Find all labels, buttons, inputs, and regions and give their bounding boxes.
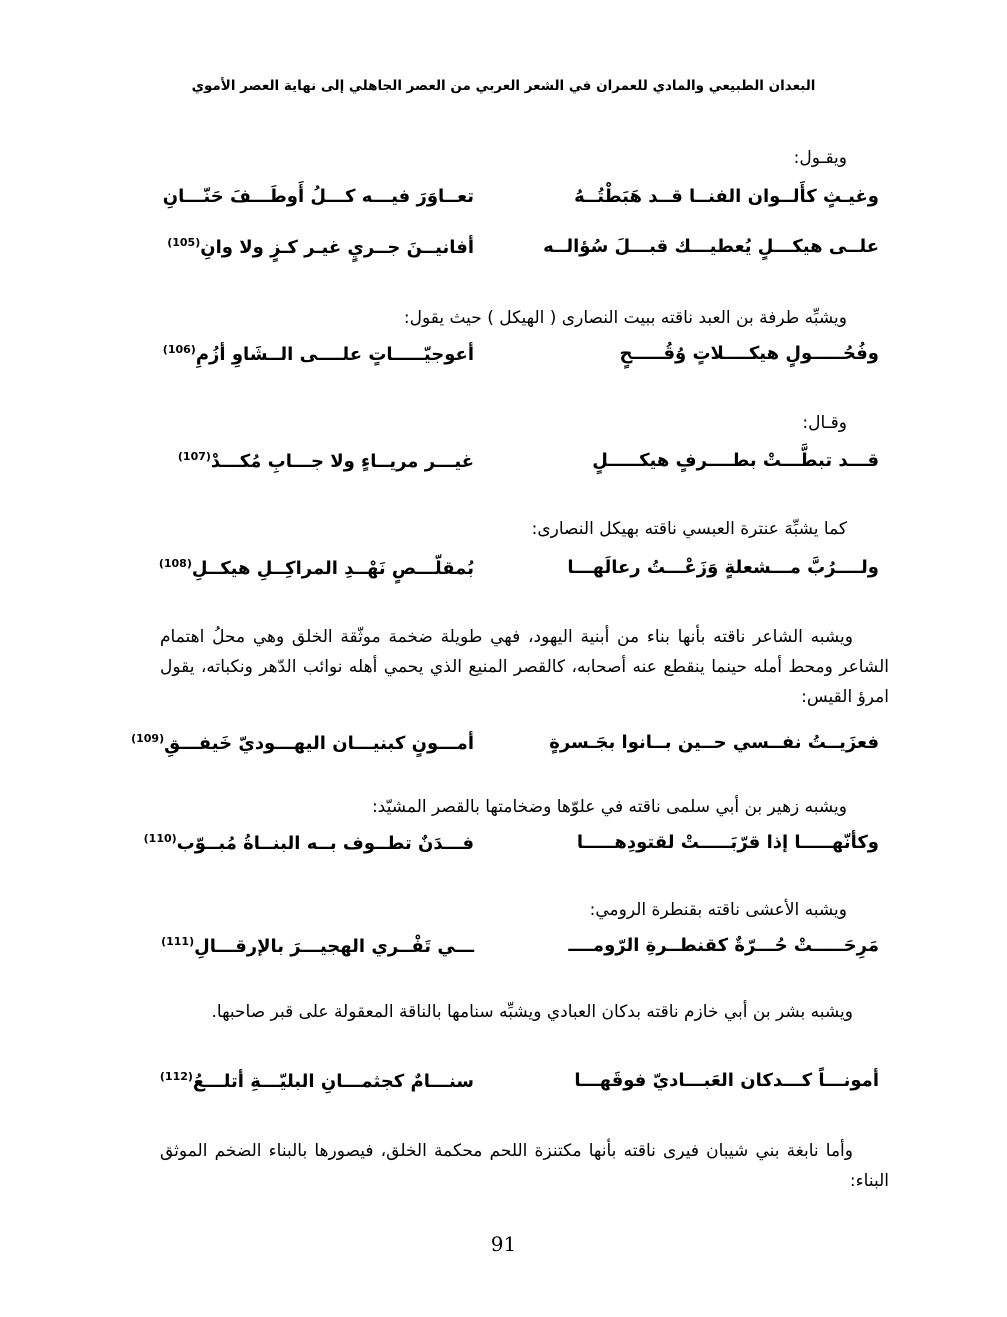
verse-line: [150, 343, 879, 373]
verse-second-hemistich: أعوجيّـــــاتٍ علــــى الــشَاوِ أزُمِ$^{(106)}$: [162, 343, 474, 365]
verse-line: [150, 557, 879, 587]
verse-first-hemistich: وفُحُـــــولٍ هيكــــلاتٍ وُقُـــــحٍ: [619, 343, 879, 364]
footnote-ref: (106): [162, 343, 196, 356]
footnote-ref: (111): [161, 935, 195, 948]
verse-line: [150, 236, 879, 266]
verse-first-hemistich: أمونـــاً كـــدكان العَبـــاديّ فوقَهـــا: [574, 1070, 879, 1091]
prose-paragraph: ويشبه الشاعر ناقته بأنها بناء من أبنية اليهود، فهي طويلة ضخمة موثّقة الخلق وهي محلُ اهتمام الشاعر ومحط أمله حينما ينقطع عنه أصحابه، كالقصر المنيع الذي يحمي أهله نوائب الدّهر ونكباته، يقول امرؤ القيس:: [160, 627, 889, 707]
intro-line: وقـال:: [802, 413, 847, 433]
verse-first-hemistich: ولــــرُبَّ مـــشعلةٍ وَزَعْـــتُ رعالَهـــا: [567, 557, 879, 578]
intro-line: ويشبِّه طرفة بن العبد ناقته ببيت النصارى ( الهيكل ) حيث يقول:: [403, 308, 847, 328]
footnote-ref: (110): [143, 832, 177, 845]
verse-first-hemistich: قـــد تبطَّـــتْ بطــــرفٍ هيكـــــلٍ: [592, 450, 879, 471]
verse-second-hemistich: بُمقلّـــصٍ نَهْــدِ المراكِــلِ هيكــلِ$^{(108)}$: [158, 557, 474, 579]
verse-line: [150, 1070, 879, 1100]
intro-line: كما يشبِّهَ عنترة العبسي ناقته بهيكل النصارى:: [531, 519, 847, 539]
verse-first-hemistich: فعزَيــتُ نفــسي حــين بــانوا بجَـسرةٍ: [549, 732, 879, 753]
verse-first-hemistich: وكأنّهـــــا إذا قرّبَـــــتْ لقتودِهـــــا: [576, 832, 879, 853]
verse-second-hemistich: أفانيــنَ جــريٍ غيـر كـزٍ ولا وانِ$^{(105)}$: [167, 236, 474, 258]
verse-second-hemistich: غيـــر مريــاءٍ ولا جـــابِ مُكـــدْ$^{(107)}$: [177, 450, 474, 472]
footnote-ref: (109): [131, 732, 165, 745]
verse-line: [143, 832, 879, 862]
verse-first-hemistich: وغيـثٍ كأَلــوان الفنــا قــد هَبَطْتُــهُ: [574, 186, 879, 207]
verse-second-hemistich: فـــدَنٌ تطــوف بــه البنــاةُ مُبــوّب$^{(110)}$: [143, 832, 474, 854]
verse-second-hemistich: ـــي تَفْــري الهجيـــرَ بالإرقـــالِ$^{(111)}$: [161, 935, 474, 957]
footnote-ref: (108): [158, 557, 192, 570]
footnote-ref: (112): [159, 1070, 193, 1083]
intro-line: ويشبه زهير بن أبي سلمى ناقته في علوّها وضخامتها بالقصر المشيّد:: [371, 797, 847, 817]
verse-line: [131, 732, 879, 762]
verse-line: [150, 450, 879, 480]
prose-paragraph: ويشبه بشر بن أبي خازم ناقته بدكان العبادي ويشبِّه سنامها بالناقة المعقولة على قبر صاحبها.: [211, 1002, 853, 1022]
verse-second-hemistich: تعــاوَرَ فيـــه كـــلُ أَوطَـــفَ حَنّـــانِ: [162, 186, 474, 207]
prose-paragraph: وأما نابغة بني شيبان فيرى ناقته بأنها مكتنزة اللحم محكمة الخلق، فيصورها بالبناء الضخم الموثق البناء:: [160, 1141, 889, 1191]
verse-line: [150, 186, 879, 216]
footnote-ref: (105): [167, 236, 201, 249]
verse-first-hemistich: علــى هيكـــلٍ يُعطيـــك قبـــلَ سُؤالــه: [543, 236, 879, 257]
verse-first-hemistich: مَرِحَـــــتْ حُـــرّةٌ كقنطــرةِ الرّومــــ: [568, 935, 879, 956]
verse-line: [150, 935, 879, 965]
intro-line: ويشبه الأعشى ناقته بقنطرة الرومي:: [589, 900, 847, 920]
running-header: البعدان الطبيعي والمادي للعمران في الشعر العربي من العصر الجاهلي إلى نهاية العصر الأموي: [191, 78, 816, 94]
verse-second-hemistich: سنـــامٌ كجثمـــانِ البليّـــةِ أتلـــعُ$^{(112)}$: [159, 1070, 474, 1092]
verse-second-hemistich: أمـــونٍ كبنيـــان اليهـــوديّ خَيفـــقِ$^{(109)}$: [131, 732, 474, 754]
footnote-ref: (107): [177, 450, 211, 463]
intro-line: ويقـول:: [793, 148, 847, 168]
page-number: 91: [490, 1232, 517, 1256]
